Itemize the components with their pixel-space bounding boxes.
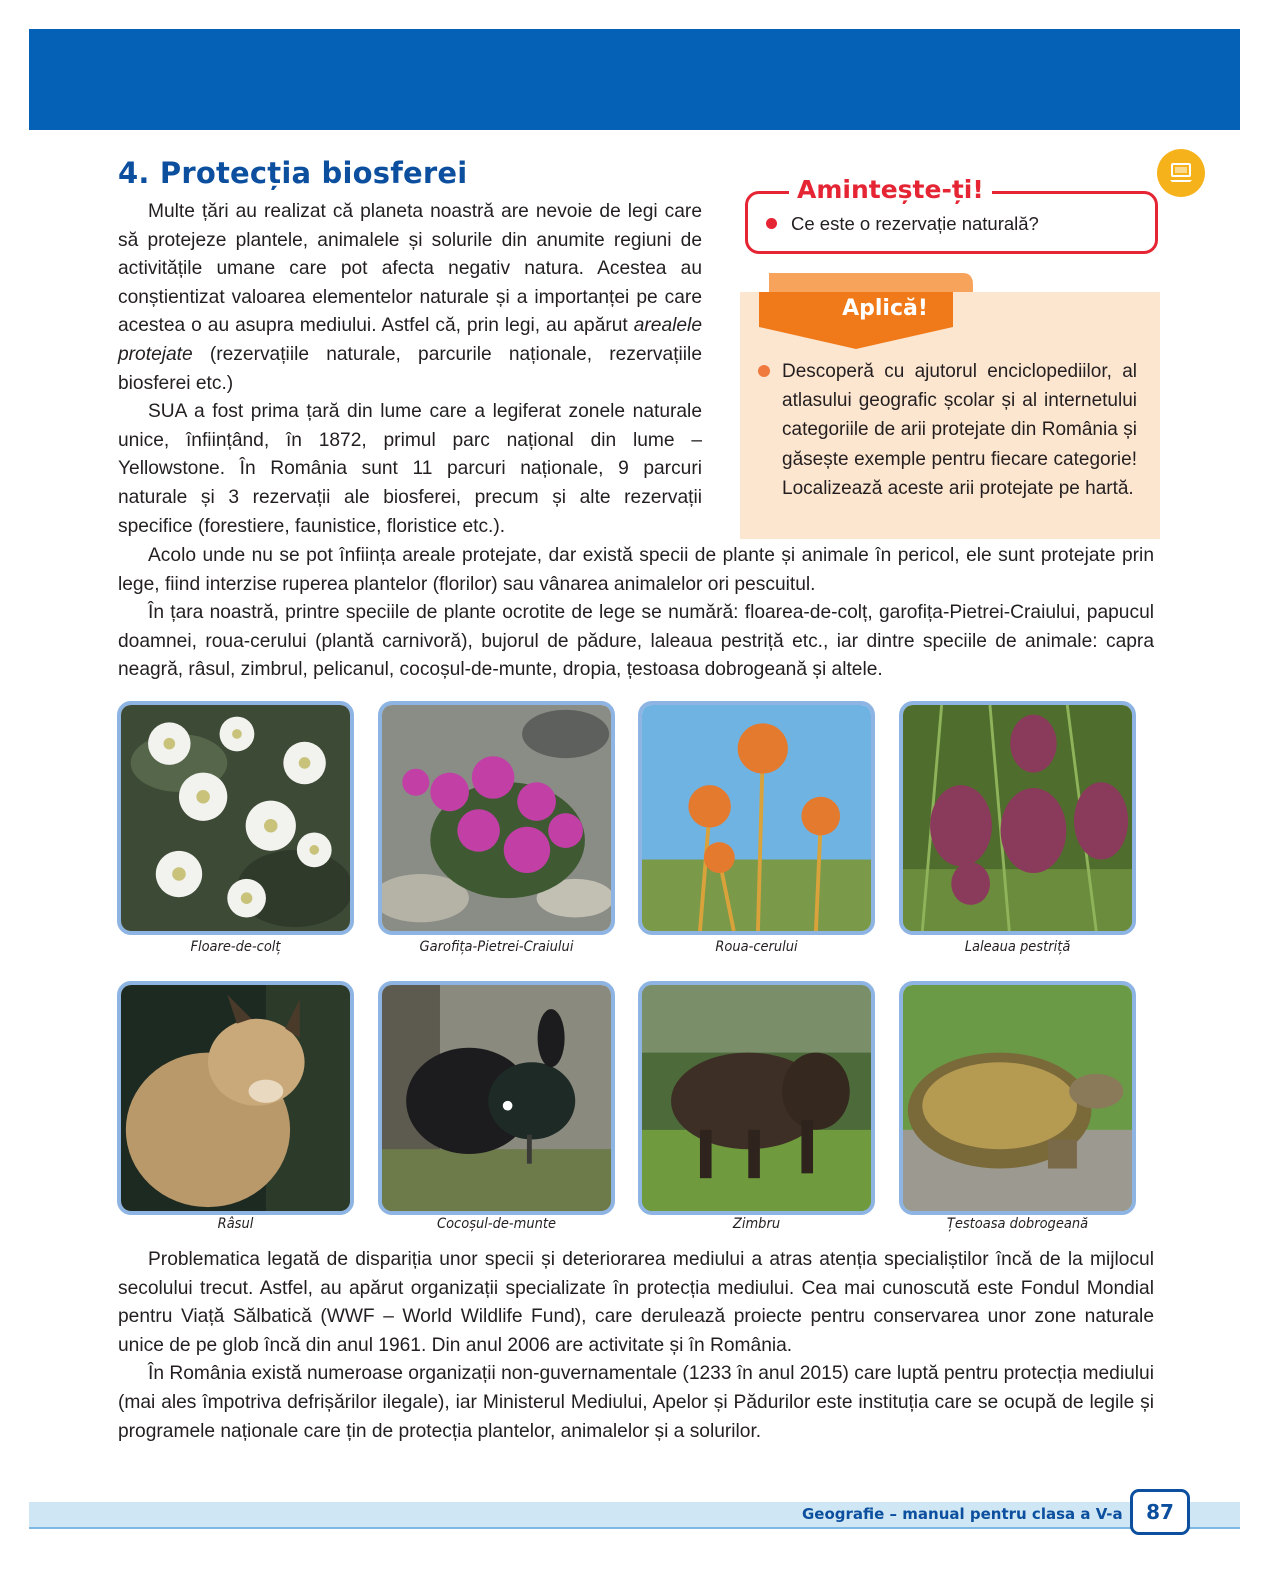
- remember-question: Ce este o rezervație naturală?: [766, 211, 1039, 237]
- intro-paragraph-1: Multe țări au realizat că planeta noastră are nevoie de legi care să protejeze plantele, animalele și solurile din anumite regiuni de activitățile umane care pot afecta negativ natura. Acestea au conștientizat valoarea elementelor naturale și a importanței pe care acestea o au asupra mediului. Astfel că, prin legi, au apărut arealele protejate (rezervațiile naturale, parcurile naționale, rezervațiile biosferei etc.): [118, 201, 702, 394]
- caption-fritillary: Laleaua pestriță: [964, 939, 1071, 955]
- section-1-paragraph-1: Acolo unde nu se pot înființa areale protejate, dar există specii de plante și animale în pericol, ele sunt protejate prin lege, fiind interzise ruperea plantelor (florilor) sau vânarea animalelor ori pescuitul.: [118, 545, 1154, 595]
- photo-dianthus: [378, 701, 615, 935]
- protected-areas-term: arealele protejate: [118, 315, 702, 365]
- caption-capercaillie: Cocoșul-de-munte: [436, 1216, 557, 1232]
- caption-edelweiss: Floare-de-colț: [190, 939, 281, 955]
- caption-bison: Zimbru: [732, 1216, 781, 1232]
- footer-book-title: Geografie – manual pentru clasa a V-a: [802, 1505, 1123, 1523]
- caption-lynx: Râsul: [217, 1216, 254, 1232]
- caption-dianthus: Garofița-Pietrei-Craiului: [419, 939, 574, 955]
- photo-tortoise: [899, 981, 1136, 1215]
- photo-sundew: [638, 701, 875, 935]
- section-2-paragraph-1: Problematica legată de dispariția unor specii și deteriorarea mediului a atras atenția specialiștilor încă de la mijlocul secolului trecut. Astfel, au apărut organizații specializate în protecția mediului. Cea mai cunoscută este Fondul Mondial pentru Viață Sălbatică (WWF – World Wildlife Fund), care derulează proiecte pentru conservarea unor zone naturale unice de pe glob încă din anul 1961. Din anul 2006 are activitate și în România.: [118, 1249, 1154, 1356]
- caption-tortoise: Țestoasa dobrogeană: [946, 1216, 1089, 1232]
- caption-sundew: Roua-cerului: [715, 939, 798, 955]
- photo-fritillary: [899, 701, 1136, 935]
- intro-text: [118, 198, 702, 541]
- photo-bison: [638, 981, 875, 1215]
- apply-task: Descoperă cu ajutorul enciclopediilor, al atlasului geografic școlar și al internetului categoriile de arii protejate din România și găsește exemple pentru fiecare categorie! Localizează aceste arii protejate pe hartă.: [782, 361, 1137, 499]
- photo-lynx: [117, 981, 354, 1215]
- photo-edelweiss: [117, 701, 354, 935]
- page-title: 4. Protecția biosferei: [118, 156, 468, 190]
- computer-icon[interactable]: [1157, 149, 1205, 197]
- intro-paragraph-2: SUA a fost prima țară din lume care a legiferat zonele naturale unice, înființând, în 1872, primul parc național din lume – Yellowstone. În România sunt 11 parcuri naționale, 9 parcuri naturale și 3 rezervații ale biosferei, precum și alte rezervații specifice (forestiere, faunistice, floristice etc.).: [118, 401, 702, 537]
- section-2-paragraph-2: În România există numeroase organizații non-guvernamentale (1233 în anul 2015) care luptă pentru protecția mediului (mai ales împotriva defrișărilor ilegale), iar Ministerul Mediului, Apelor și Pădurilor este instituția care se ocupă de legile și programele naționale care țin de protecția plantelor, animalelor și a solurilor.: [118, 1363, 1154, 1442]
- remember-title: Amintește-ți!: [789, 174, 992, 206]
- section-2-text: [118, 1246, 1154, 1446]
- header-band: [29, 29, 1240, 130]
- section-1-text: [118, 542, 1154, 685]
- apply-title: Aplică!: [842, 296, 928, 321]
- page-number: 87: [1130, 1489, 1190, 1535]
- photo-capercaillie: [378, 981, 615, 1215]
- bullet-icon: [766, 218, 777, 229]
- bullet-icon: [758, 365, 770, 377]
- section-1-paragraph-2: În țara noastră, printre speciile de plante ocrotite de lege se numără: floarea-de-colț, garofița-Pietrei-Craiului, papucul doamnei, roua-cerului (plantă carnivoră), bujorul de pădure, laleaua pestriță etc., iar dintre speciile de animale: capra neagră, râsul, zimbrul, pelicanul, cocoșul-de-munte, dropia, țestoasa dobrogeană și altele.: [118, 602, 1154, 681]
